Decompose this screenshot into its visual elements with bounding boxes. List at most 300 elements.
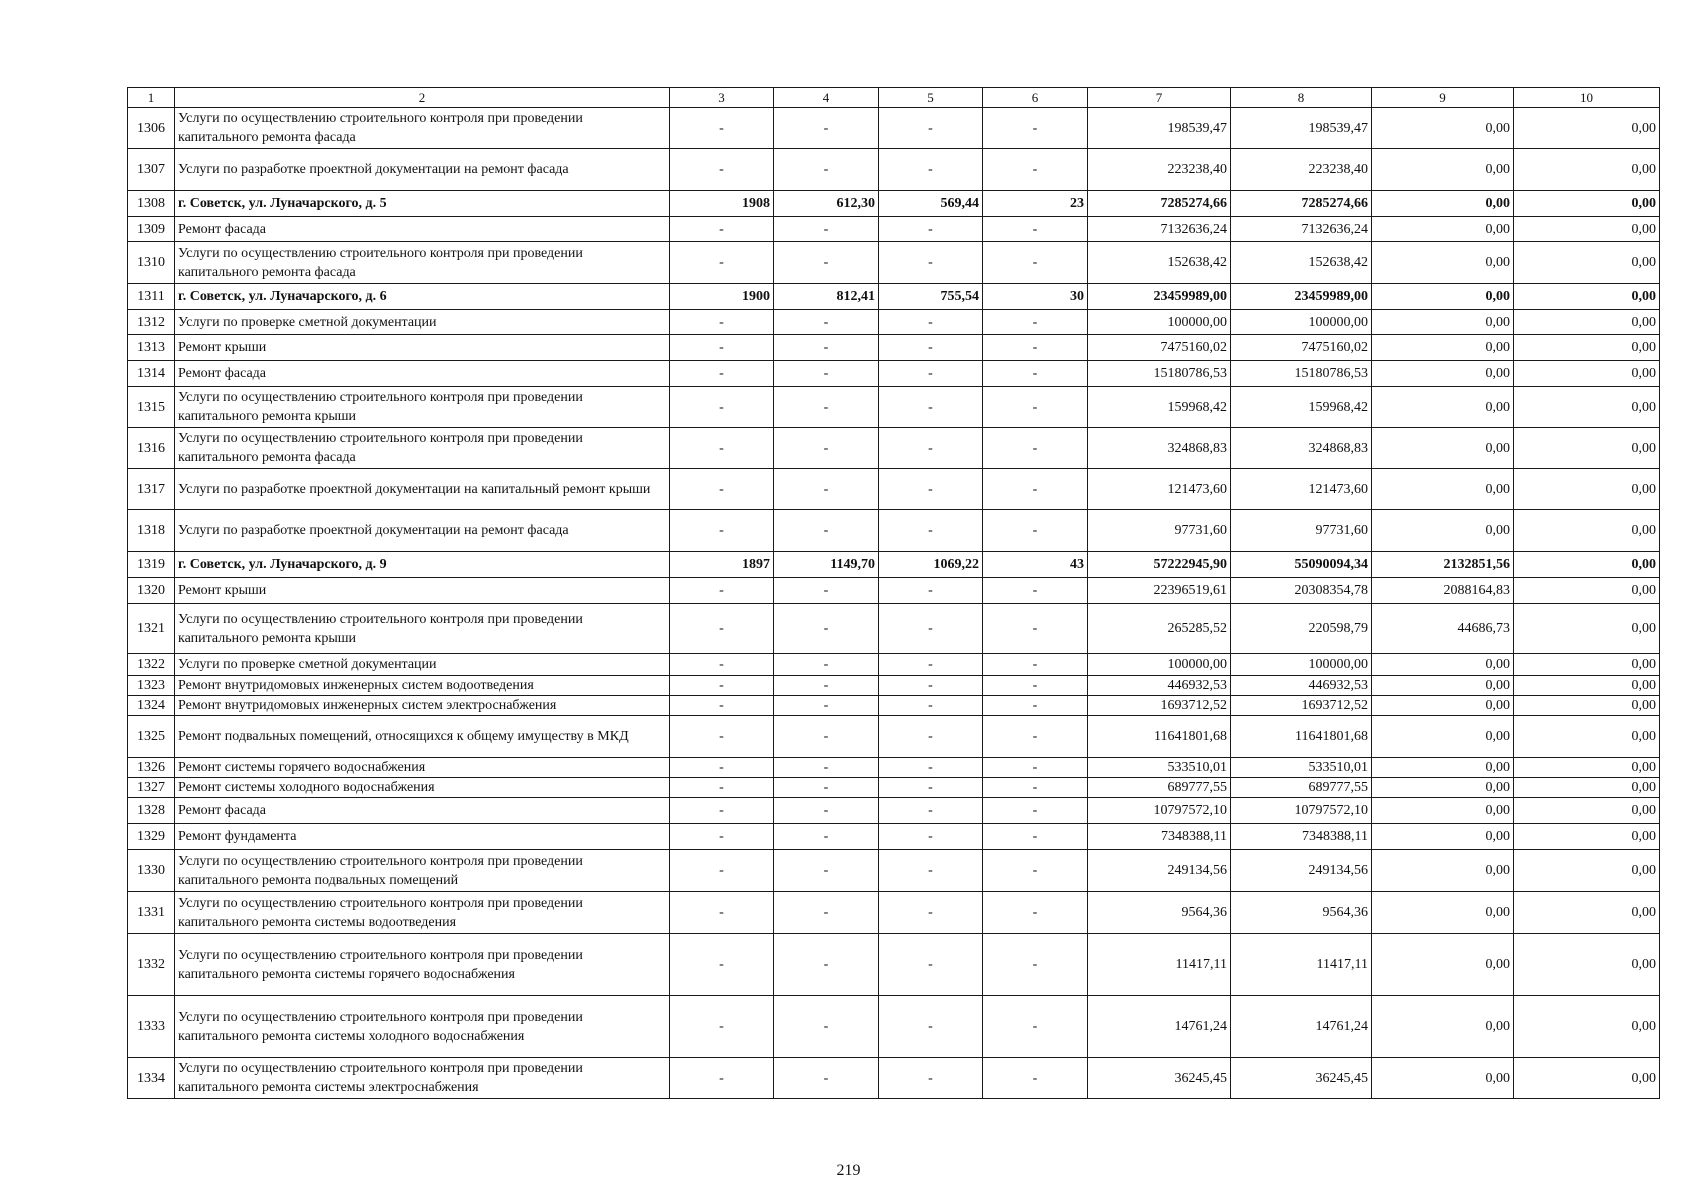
cell-col8: 689777,55 [1231,778,1372,798]
row-description: г. Советск, ул. Луначарского, д. 5 [175,191,670,217]
row-number: 1334 [128,1058,175,1099]
row-number: 1308 [128,191,175,217]
cell-col8: 15180786,53 [1231,361,1372,387]
cell-col4: - [774,934,879,996]
cell-col4: - [774,1058,879,1099]
column-header: 1 [128,88,175,108]
cell-col7: 7132636,24 [1088,217,1231,242]
cell-col7: 9564,36 [1088,892,1231,934]
row-number: 1312 [128,310,175,335]
cell-col6: - [983,242,1088,284]
cell-col10: 0,00 [1514,1058,1660,1099]
cell-col3: - [670,850,774,892]
cell-col10: 0,00 [1514,604,1660,654]
cell-col3: - [670,242,774,284]
column-header: 9 [1372,88,1514,108]
cell-col6: - [983,654,1088,676]
cell-col10: 0,00 [1514,335,1660,361]
cell-col6: - [983,676,1088,696]
cell-col7: 7348388,11 [1088,824,1231,850]
cell-col4: - [774,428,879,469]
cell-col9: 0,00 [1372,850,1514,892]
cell-col5: - [879,654,983,676]
cell-col5: 1069,22 [879,552,983,578]
table-row [128,996,1660,1058]
cell-col3: - [670,892,774,934]
cell-col6: - [983,387,1088,428]
row-description: Услуги по осуществлению строительного контроля при проведении капитального ремонта крыши [175,604,670,654]
cell-col9: 0,00 [1372,716,1514,758]
cell-col7: 7285274,66 [1088,191,1231,217]
cell-col9: 0,00 [1372,1058,1514,1099]
cell-col3: - [670,469,774,510]
row-description: г. Советск, ул. Луначарского, д. 9 [175,552,670,578]
cell-col8: 159968,42 [1231,387,1372,428]
cell-col6: 43 [983,552,1088,578]
cell-col8: 55090094,34 [1231,552,1372,578]
cell-col3: - [670,604,774,654]
cell-col4: - [774,716,879,758]
column-header: 7 [1088,88,1231,108]
cell-col5: - [879,676,983,696]
row-number: 1326 [128,758,175,778]
cell-col4: - [774,361,879,387]
cell-col6: - [983,758,1088,778]
cell-col6: - [983,310,1088,335]
table-row [128,696,1660,716]
row-number: 1331 [128,892,175,934]
row-description: Услуги по проверке сметной документации [175,654,670,676]
cell-col4: - [774,469,879,510]
cell-col5: - [879,996,983,1058]
cell-col7: 22396519,61 [1088,578,1231,604]
cell-col3: - [670,716,774,758]
cell-col7: 324868,83 [1088,428,1231,469]
row-description: Ремонт системы горячего водоснабжения [175,758,670,778]
table-row [128,676,1660,696]
cell-col3: - [670,310,774,335]
cell-col3: - [670,1058,774,1099]
cell-col4: - [774,996,879,1058]
row-number: 1328 [128,798,175,824]
cell-col10: 0,00 [1514,934,1660,996]
cell-col4: 612,30 [774,191,879,217]
column-header: 3 [670,88,774,108]
cell-col10: 0,00 [1514,892,1660,934]
cell-col4: 1149,70 [774,552,879,578]
cell-col3: - [670,798,774,824]
row-description: Ремонт внутридомовых инженерных систем электроснабжения [175,696,670,716]
cell-col7: 11417,11 [1088,934,1231,996]
cell-col9: 0,00 [1372,696,1514,716]
cell-col3: - [670,824,774,850]
cell-col8: 100000,00 [1231,654,1372,676]
cell-col9: 0,00 [1372,335,1514,361]
cell-col9: 2132851,56 [1372,552,1514,578]
table-row [128,758,1660,778]
cell-col8: 9564,36 [1231,892,1372,934]
cell-col6: - [983,696,1088,716]
cell-col5: - [879,242,983,284]
table-row [128,335,1660,361]
cell-col10: 0,00 [1514,217,1660,242]
cell-col7: 57222945,90 [1088,552,1231,578]
cell-col4: - [774,604,879,654]
row-number: 1318 [128,510,175,552]
cell-col10: 0,00 [1514,191,1660,217]
cell-col5: - [879,604,983,654]
cell-col5: - [879,217,983,242]
cell-col10: 0,00 [1514,510,1660,552]
cell-col6: 30 [983,284,1088,310]
cell-col4: - [774,850,879,892]
cell-col9: 0,00 [1372,798,1514,824]
cell-col8: 23459989,00 [1231,284,1372,310]
cell-col4: - [774,217,879,242]
cell-col5: 755,54 [879,284,983,310]
cell-col6: - [983,149,1088,191]
cell-col6: - [983,578,1088,604]
cell-col9: 0,00 [1372,108,1514,149]
row-description: Ремонт внутридомовых инженерных систем водоотведения [175,676,670,696]
row-number: 1315 [128,387,175,428]
cell-col9: 0,00 [1372,996,1514,1058]
cell-col7: 152638,42 [1088,242,1231,284]
cell-col3: - [670,387,774,428]
cell-col10: 0,00 [1514,149,1660,191]
cell-col6: - [983,824,1088,850]
cell-col5: - [879,778,983,798]
cell-col5: - [879,469,983,510]
table-row [128,934,1660,996]
cell-col7: 159968,42 [1088,387,1231,428]
cell-col6: - [983,335,1088,361]
cell-col7: 15180786,53 [1088,361,1231,387]
cell-col10: 0,00 [1514,716,1660,758]
cell-col3: - [670,428,774,469]
cell-col3: - [670,217,774,242]
cell-col5: - [879,335,983,361]
cell-col4: - [774,242,879,284]
row-description: Услуги по осуществлению строительного контроля при проведении капитального ремонта крыши [175,387,670,428]
cell-col5: - [879,696,983,716]
table-row [128,242,1660,284]
cell-col8: 20308354,78 [1231,578,1372,604]
row-number: 1309 [128,217,175,242]
cell-col9: 0,00 [1372,217,1514,242]
column-header: 2 [175,88,670,108]
table-row [128,149,1660,191]
table-row [128,578,1660,604]
address-row [128,552,1660,578]
cell-col7: 11641801,68 [1088,716,1231,758]
cell-col10: 0,00 [1514,696,1660,716]
cell-col8: 11417,11 [1231,934,1372,996]
table-row [128,1058,1660,1099]
cell-col3: - [670,934,774,996]
cell-col9: 0,00 [1372,892,1514,934]
row-description: Ремонт крыши [175,578,670,604]
row-description: Услуги по осуществлению строительного контроля при проведении капитального ремонта фасада [175,428,670,469]
cell-col6: 23 [983,191,1088,217]
row-description: Услуги по осуществлению строительного контроля при проведении капитального ремонта системы водоотведения [175,892,670,934]
cell-col8: 121473,60 [1231,469,1372,510]
table-row [128,510,1660,552]
table-row [128,361,1660,387]
cell-col10: 0,00 [1514,387,1660,428]
column-header: 4 [774,88,879,108]
row-description: Ремонт фасада [175,798,670,824]
row-description: Ремонт системы холодного водоснабжения [175,778,670,798]
cell-col10: 0,00 [1514,996,1660,1058]
row-number: 1327 [128,778,175,798]
cell-col9: 0,00 [1372,654,1514,676]
cell-col8: 7132636,24 [1231,217,1372,242]
cell-col9: 2088164,83 [1372,578,1514,604]
table-row [128,108,1660,149]
row-number: 1330 [128,850,175,892]
cell-col9: 0,00 [1372,469,1514,510]
cell-col7: 14761,24 [1088,996,1231,1058]
table-row [128,387,1660,428]
cell-col5: - [879,428,983,469]
cell-col9: 0,00 [1372,242,1514,284]
cell-col7: 689777,55 [1088,778,1231,798]
cell-col3: 1908 [670,191,774,217]
cell-col6: - [983,798,1088,824]
cell-col5: - [879,578,983,604]
cell-col9: 0,00 [1372,824,1514,850]
table-row [128,604,1660,654]
row-number: 1313 [128,335,175,361]
cell-col10: 0,00 [1514,428,1660,469]
cell-col7: 36245,45 [1088,1058,1231,1099]
row-description: Ремонт подвальных помещений, относящихся к общему имуществу в МКД [175,716,670,758]
table-row [128,716,1660,758]
cell-col6: - [983,428,1088,469]
cell-col4: - [774,778,879,798]
cell-col3: - [670,108,774,149]
address-row [128,284,1660,310]
cell-col8: 100000,00 [1231,310,1372,335]
cell-col9: 0,00 [1372,284,1514,310]
table-row [128,892,1660,934]
row-number: 1322 [128,654,175,676]
column-header: 5 [879,88,983,108]
row-description: г. Советск, ул. Луначарского, д. 6 [175,284,670,310]
row-number: 1311 [128,284,175,310]
cell-col10: 0,00 [1514,469,1660,510]
cell-col4: - [774,654,879,676]
row-description: Услуги по осуществлению строительного контроля при проведении капитального ремонта фасада [175,242,670,284]
cell-col5: - [879,716,983,758]
cell-col9: 0,00 [1372,778,1514,798]
cell-col6: - [983,778,1088,798]
cell-col9: 0,00 [1372,387,1514,428]
cell-col8: 446932,53 [1231,676,1372,696]
cell-col5: - [879,310,983,335]
table-row [128,654,1660,676]
cell-col10: 0,00 [1514,108,1660,149]
cell-col7: 100000,00 [1088,654,1231,676]
cell-col7: 533510,01 [1088,758,1231,778]
row-description: Ремонт фасада [175,361,670,387]
row-number: 1324 [128,696,175,716]
row-description: Услуги по разработке проектной документации на капитальный ремонт крыши [175,469,670,510]
cell-col7: 23459989,00 [1088,284,1231,310]
cell-col4: - [774,798,879,824]
page-number: 219 [836,1162,861,1179]
cell-col3: 1900 [670,284,774,310]
row-number: 1329 [128,824,175,850]
cell-col4: - [774,387,879,428]
cell-col4: - [774,310,879,335]
cell-col3: - [670,335,774,361]
row-number: 1321 [128,604,175,654]
cell-col3: - [670,149,774,191]
row-description: Услуги по осуществлению строительного контроля при проведении капитального ремонта фасада [175,108,670,149]
cell-col3: - [670,696,774,716]
cell-col3: - [670,578,774,604]
cell-col7: 265285,52 [1088,604,1231,654]
cell-col7: 121473,60 [1088,469,1231,510]
table-row [128,778,1660,798]
cell-col4: - [774,892,879,934]
cell-col5: - [879,758,983,778]
cell-col3: - [670,996,774,1058]
cell-col10: 0,00 [1514,758,1660,778]
cell-col5: - [879,824,983,850]
cell-col5: - [879,361,983,387]
cell-col10: 0,00 [1514,578,1660,604]
cell-col10: 0,00 [1514,798,1660,824]
row-description: Ремонт фундамента [175,824,670,850]
cell-col10: 0,00 [1514,824,1660,850]
cell-col4: - [774,758,879,778]
row-description: Услуги по разработке проектной документации на ремонт фасада [175,510,670,552]
cell-col7: 100000,00 [1088,310,1231,335]
cell-col7: 223238,40 [1088,149,1231,191]
cell-col7: 97731,60 [1088,510,1231,552]
cell-col7: 446932,53 [1088,676,1231,696]
cell-col8: 198539,47 [1231,108,1372,149]
cell-col10: 0,00 [1514,850,1660,892]
cell-col9: 44686,73 [1372,604,1514,654]
table-row [128,310,1660,335]
cell-col6: - [983,361,1088,387]
cell-col7: 249134,56 [1088,850,1231,892]
table-row [128,850,1660,892]
row-number: 1307 [128,149,175,191]
row-number: 1325 [128,716,175,758]
row-description: Услуги по осуществлению строительного контроля при проведении капитального ремонта системы холодного водоснабжения [175,996,670,1058]
cell-col3: - [670,361,774,387]
row-number: 1323 [128,676,175,696]
cell-col9: 0,00 [1372,758,1514,778]
cell-col8: 533510,01 [1231,758,1372,778]
cell-col5: - [879,387,983,428]
row-number: 1306 [128,108,175,149]
cell-col9: 0,00 [1372,510,1514,552]
cell-col7: 1693712,52 [1088,696,1231,716]
cell-col3: - [670,654,774,676]
cell-col8: 152638,42 [1231,242,1372,284]
cell-col9: 0,00 [1372,934,1514,996]
table-row [128,428,1660,469]
row-description: Услуги по осуществлению строительного контроля при проведении капитального ремонта подвальных помещений [175,850,670,892]
cell-col7: 10797572,10 [1088,798,1231,824]
cell-col5: - [879,934,983,996]
cell-col9: 0,00 [1372,428,1514,469]
cell-col3: - [670,676,774,696]
cell-col8: 7285274,66 [1231,191,1372,217]
cell-col5: - [879,892,983,934]
cell-col6: - [983,934,1088,996]
cell-col4: - [774,824,879,850]
cell-col10: 0,00 [1514,778,1660,798]
cell-col6: - [983,510,1088,552]
cell-col8: 97731,60 [1231,510,1372,552]
row-description: Услуги по разработке проектной документации на ремонт фасада [175,149,670,191]
cell-col3: - [670,758,774,778]
cell-col4: - [774,578,879,604]
cell-col4: - [774,676,879,696]
cell-col8: 1693712,52 [1231,696,1372,716]
row-number: 1319 [128,552,175,578]
cell-col8: 249134,56 [1231,850,1372,892]
row-number: 1317 [128,469,175,510]
row-number: 1310 [128,242,175,284]
cell-col6: - [983,996,1088,1058]
cell-col10: 0,00 [1514,242,1660,284]
cell-col4: - [774,335,879,361]
cell-col8: 10797572,10 [1231,798,1372,824]
cell-col8: 7348388,11 [1231,824,1372,850]
cell-col9: 0,00 [1372,676,1514,696]
header-row [128,88,1660,108]
table-row [128,217,1660,242]
cell-col7: 198539,47 [1088,108,1231,149]
cell-col10: 0,00 [1514,676,1660,696]
cell-col9: 0,00 [1372,149,1514,191]
cell-col5: - [879,510,983,552]
cell-col6: - [983,1058,1088,1099]
cell-col4: 812,41 [774,284,879,310]
row-number: 1320 [128,578,175,604]
cell-col8: 324868,83 [1231,428,1372,469]
row-number: 1314 [128,361,175,387]
cell-col6: - [983,108,1088,149]
cell-col8: 14761,24 [1231,996,1372,1058]
cell-col9: 0,00 [1372,361,1514,387]
cell-col8: 11641801,68 [1231,716,1372,758]
cell-col10: 0,00 [1514,310,1660,335]
cell-col4: - [774,149,879,191]
cell-col5: - [879,850,983,892]
cell-col8: 220598,79 [1231,604,1372,654]
cell-col6: - [983,892,1088,934]
column-header: 10 [1514,88,1660,108]
cell-col5: - [879,798,983,824]
row-description: Ремонт крыши [175,335,670,361]
cell-col4: - [774,108,879,149]
row-number: 1316 [128,428,175,469]
cell-col5: - [879,149,983,191]
cell-col4: - [774,510,879,552]
cell-col10: 0,00 [1514,654,1660,676]
cell-col10: 0,00 [1514,284,1660,310]
address-row [128,191,1660,217]
